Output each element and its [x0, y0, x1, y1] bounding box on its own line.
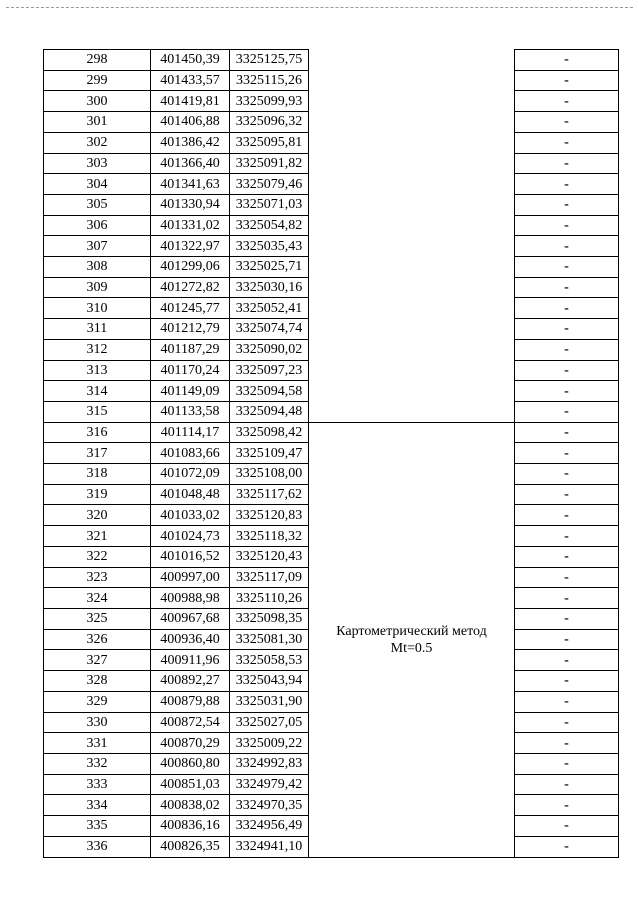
- x-coordinate-cell: 401419,81: [151, 91, 230, 112]
- y-coordinate-cell: 3324979,42: [230, 774, 309, 795]
- error-value-cell: -: [515, 132, 619, 153]
- y-coordinate-cell: 3325052,41: [230, 298, 309, 319]
- x-coordinate-cell: 401114,17: [151, 422, 230, 443]
- x-coordinate-cell: 400892,27: [151, 671, 230, 692]
- y-coordinate-cell: 3325117,09: [230, 567, 309, 588]
- point-number-cell: 333: [44, 774, 151, 795]
- x-coordinate-cell: 400911,96: [151, 650, 230, 671]
- coordinates-table: [43, 49, 619, 858]
- y-coordinate-cell: 3325095,81: [230, 132, 309, 153]
- error-value-cell: -: [515, 546, 619, 567]
- error-value-cell: -: [515, 774, 619, 795]
- error-value-cell: -: [515, 712, 619, 733]
- point-number-cell: 305: [44, 194, 151, 215]
- y-coordinate-cell: 3325097,23: [230, 360, 309, 381]
- point-number-cell: 315: [44, 401, 151, 422]
- x-coordinate-cell: 401083,66: [151, 443, 230, 464]
- y-coordinate-cell: 3325118,32: [230, 526, 309, 547]
- error-value-cell: -: [515, 339, 619, 360]
- y-coordinate-cell: 3325074,74: [230, 319, 309, 340]
- y-coordinate-cell: 3324956,49: [230, 816, 309, 837]
- y-coordinate-cell: 3325108,00: [230, 464, 309, 485]
- error-value-cell: -: [515, 257, 619, 278]
- error-value-cell: -: [515, 443, 619, 464]
- y-coordinate-cell: 3325043,94: [230, 671, 309, 692]
- point-number-cell: 322: [44, 546, 151, 567]
- error-value-cell: -: [515, 298, 619, 319]
- y-coordinate-cell: 3324992,83: [230, 753, 309, 774]
- y-coordinate-cell: 3325096,32: [230, 112, 309, 133]
- point-number-cell: 312: [44, 339, 151, 360]
- coordinates-sheet: [43, 49, 618, 860]
- error-value-cell: -: [515, 836, 619, 857]
- x-coordinate-cell: 401272,82: [151, 277, 230, 298]
- point-number-cell: 335: [44, 816, 151, 837]
- error-value-cell: -: [515, 526, 619, 547]
- x-coordinate-cell: 401072,09: [151, 464, 230, 485]
- x-coordinate-cell: 400879,88: [151, 691, 230, 712]
- point-number-cell: 329: [44, 691, 151, 712]
- point-number-cell: 336: [44, 836, 151, 857]
- y-coordinate-cell: 3324941,10: [230, 836, 309, 857]
- point-number-cell: 300: [44, 91, 151, 112]
- table-row: [44, 50, 619, 71]
- error-value-cell: -: [515, 567, 619, 588]
- error-value-cell: -: [515, 629, 619, 650]
- x-coordinate-cell: 401331,02: [151, 215, 230, 236]
- page-top-rule: [6, 7, 633, 8]
- error-value-cell: -: [515, 608, 619, 629]
- x-coordinate-cell: 401024,73: [151, 526, 230, 547]
- y-coordinate-cell: 3325117,62: [230, 484, 309, 505]
- y-coordinate-cell: 3325098,42: [230, 422, 309, 443]
- error-value-cell: -: [515, 319, 619, 340]
- x-coordinate-cell: 401341,63: [151, 174, 230, 195]
- point-number-cell: 313: [44, 360, 151, 381]
- x-coordinate-cell: 400872,54: [151, 712, 230, 733]
- point-number-cell: 308: [44, 257, 151, 278]
- point-number-cell: 332: [44, 753, 151, 774]
- x-coordinate-cell: 401330,94: [151, 194, 230, 215]
- error-value-cell: -: [515, 236, 619, 257]
- method-cell-upper: [309, 50, 515, 423]
- x-coordinate-cell: 401048,48: [151, 484, 230, 505]
- point-number-cell: 301: [44, 112, 151, 133]
- error-value-cell: -: [515, 277, 619, 298]
- point-number-cell: 311: [44, 319, 151, 340]
- y-coordinate-cell: 3325094,48: [230, 401, 309, 422]
- point-number-cell: 307: [44, 236, 151, 257]
- x-coordinate-cell: 401212,79: [151, 319, 230, 340]
- point-number-cell: 302: [44, 132, 151, 153]
- y-coordinate-cell: 3325115,26: [230, 70, 309, 91]
- y-coordinate-cell: 3325025,71: [230, 257, 309, 278]
- point-number-cell: 306: [44, 215, 151, 236]
- y-coordinate-cell: 3325035,43: [230, 236, 309, 257]
- error-value-cell: -: [515, 691, 619, 712]
- point-number-cell: 298: [44, 50, 151, 71]
- point-number-cell: 314: [44, 381, 151, 402]
- x-coordinate-cell: 401187,29: [151, 339, 230, 360]
- y-coordinate-cell: 3324970,35: [230, 795, 309, 816]
- y-coordinate-cell: 3325027,05: [230, 712, 309, 733]
- point-number-cell: 309: [44, 277, 151, 298]
- error-value-cell: -: [515, 50, 619, 71]
- point-number-cell: 320: [44, 505, 151, 526]
- point-number-cell: 303: [44, 153, 151, 174]
- y-coordinate-cell: 3325030,16: [230, 277, 309, 298]
- x-coordinate-cell: 401133,58: [151, 401, 230, 422]
- error-value-cell: -: [515, 401, 619, 422]
- point-number-cell: 304: [44, 174, 151, 195]
- x-coordinate-cell: 401149,09: [151, 381, 230, 402]
- point-number-cell: 319: [44, 484, 151, 505]
- point-number-cell: 328: [44, 671, 151, 692]
- point-number-cell: 318: [44, 464, 151, 485]
- x-coordinate-cell: 400838,02: [151, 795, 230, 816]
- error-value-cell: -: [515, 505, 619, 526]
- y-coordinate-cell: 3325058,53: [230, 650, 309, 671]
- method-cell: [309, 422, 515, 857]
- x-coordinate-cell: 400860,80: [151, 753, 230, 774]
- x-coordinate-cell: 401245,77: [151, 298, 230, 319]
- x-coordinate-cell: 400836,16: [151, 816, 230, 837]
- x-coordinate-cell: 401433,57: [151, 70, 230, 91]
- x-coordinate-cell: 401450,39: [151, 50, 230, 71]
- x-coordinate-cell: 401386,42: [151, 132, 230, 153]
- point-number-cell: 326: [44, 629, 151, 650]
- error-value-cell: -: [515, 91, 619, 112]
- error-value-cell: -: [515, 753, 619, 774]
- error-value-cell: -: [515, 422, 619, 443]
- point-number-cell: 324: [44, 588, 151, 609]
- point-number-cell: 325: [44, 608, 151, 629]
- y-coordinate-cell: 3325110,26: [230, 588, 309, 609]
- error-value-cell: -: [515, 153, 619, 174]
- error-value-cell: -: [515, 215, 619, 236]
- x-coordinate-cell: 401406,88: [151, 112, 230, 133]
- point-number-cell: 316: [44, 422, 151, 443]
- error-value-cell: -: [515, 484, 619, 505]
- point-number-cell: 299: [44, 70, 151, 91]
- y-coordinate-cell: 3325099,93: [230, 91, 309, 112]
- point-number-cell: 330: [44, 712, 151, 733]
- x-coordinate-cell: 400997,00: [151, 567, 230, 588]
- y-coordinate-cell: 3325120,83: [230, 505, 309, 526]
- point-number-cell: 334: [44, 795, 151, 816]
- point-number-cell: 317: [44, 443, 151, 464]
- y-coordinate-cell: 3325120,43: [230, 546, 309, 567]
- error-value-cell: -: [515, 733, 619, 754]
- y-coordinate-cell: 3325125,75: [230, 50, 309, 71]
- y-coordinate-cell: 3325094,58: [230, 381, 309, 402]
- y-coordinate-cell: 3325071,03: [230, 194, 309, 215]
- y-coordinate-cell: 3325109,47: [230, 443, 309, 464]
- x-coordinate-cell: 401299,06: [151, 257, 230, 278]
- error-value-cell: -: [515, 816, 619, 837]
- method-name: Картометрический метод: [336, 623, 487, 639]
- error-value-cell: -: [515, 70, 619, 91]
- y-coordinate-cell: 3325031,90: [230, 691, 309, 712]
- y-coordinate-cell: 3325054,82: [230, 215, 309, 236]
- error-value-cell: -: [515, 650, 619, 671]
- point-number-cell: 321: [44, 526, 151, 547]
- point-number-cell: 327: [44, 650, 151, 671]
- x-coordinate-cell: 400851,03: [151, 774, 230, 795]
- error-value-cell: -: [515, 112, 619, 133]
- x-coordinate-cell: 401170,24: [151, 360, 230, 381]
- x-coordinate-cell: 400967,68: [151, 608, 230, 629]
- x-coordinate-cell: 400870,29: [151, 733, 230, 754]
- error-value-cell: -: [515, 381, 619, 402]
- y-coordinate-cell: 3325081,30: [230, 629, 309, 650]
- y-coordinate-cell: 3325098,35: [230, 608, 309, 629]
- point-number-cell: 310: [44, 298, 151, 319]
- error-value-cell: -: [515, 671, 619, 692]
- error-value-cell: -: [515, 174, 619, 195]
- y-coordinate-cell: 3325079,46: [230, 174, 309, 195]
- error-value-cell: -: [515, 360, 619, 381]
- x-coordinate-cell: 401366,40: [151, 153, 230, 174]
- point-number-cell: 323: [44, 567, 151, 588]
- x-coordinate-cell: 401016,52: [151, 546, 230, 567]
- y-coordinate-cell: 3325091,82: [230, 153, 309, 174]
- error-value-cell: -: [515, 795, 619, 816]
- point-number-cell: 331: [44, 733, 151, 754]
- error-value-cell: -: [515, 588, 619, 609]
- coordinates-table-body: [44, 50, 619, 858]
- error-value-cell: -: [515, 194, 619, 215]
- y-coordinate-cell: 3325009,22: [230, 733, 309, 754]
- x-coordinate-cell: 400936,40: [151, 629, 230, 650]
- x-coordinate-cell: 400826,35: [151, 836, 230, 857]
- method-accuracy: Mt=0.5: [390, 640, 433, 656]
- table-row: [44, 422, 619, 443]
- x-coordinate-cell: 401033,02: [151, 505, 230, 526]
- x-coordinate-cell: 401322,97: [151, 236, 230, 257]
- x-coordinate-cell: 400988,98: [151, 588, 230, 609]
- error-value-cell: -: [515, 464, 619, 485]
- y-coordinate-cell: 3325090,02: [230, 339, 309, 360]
